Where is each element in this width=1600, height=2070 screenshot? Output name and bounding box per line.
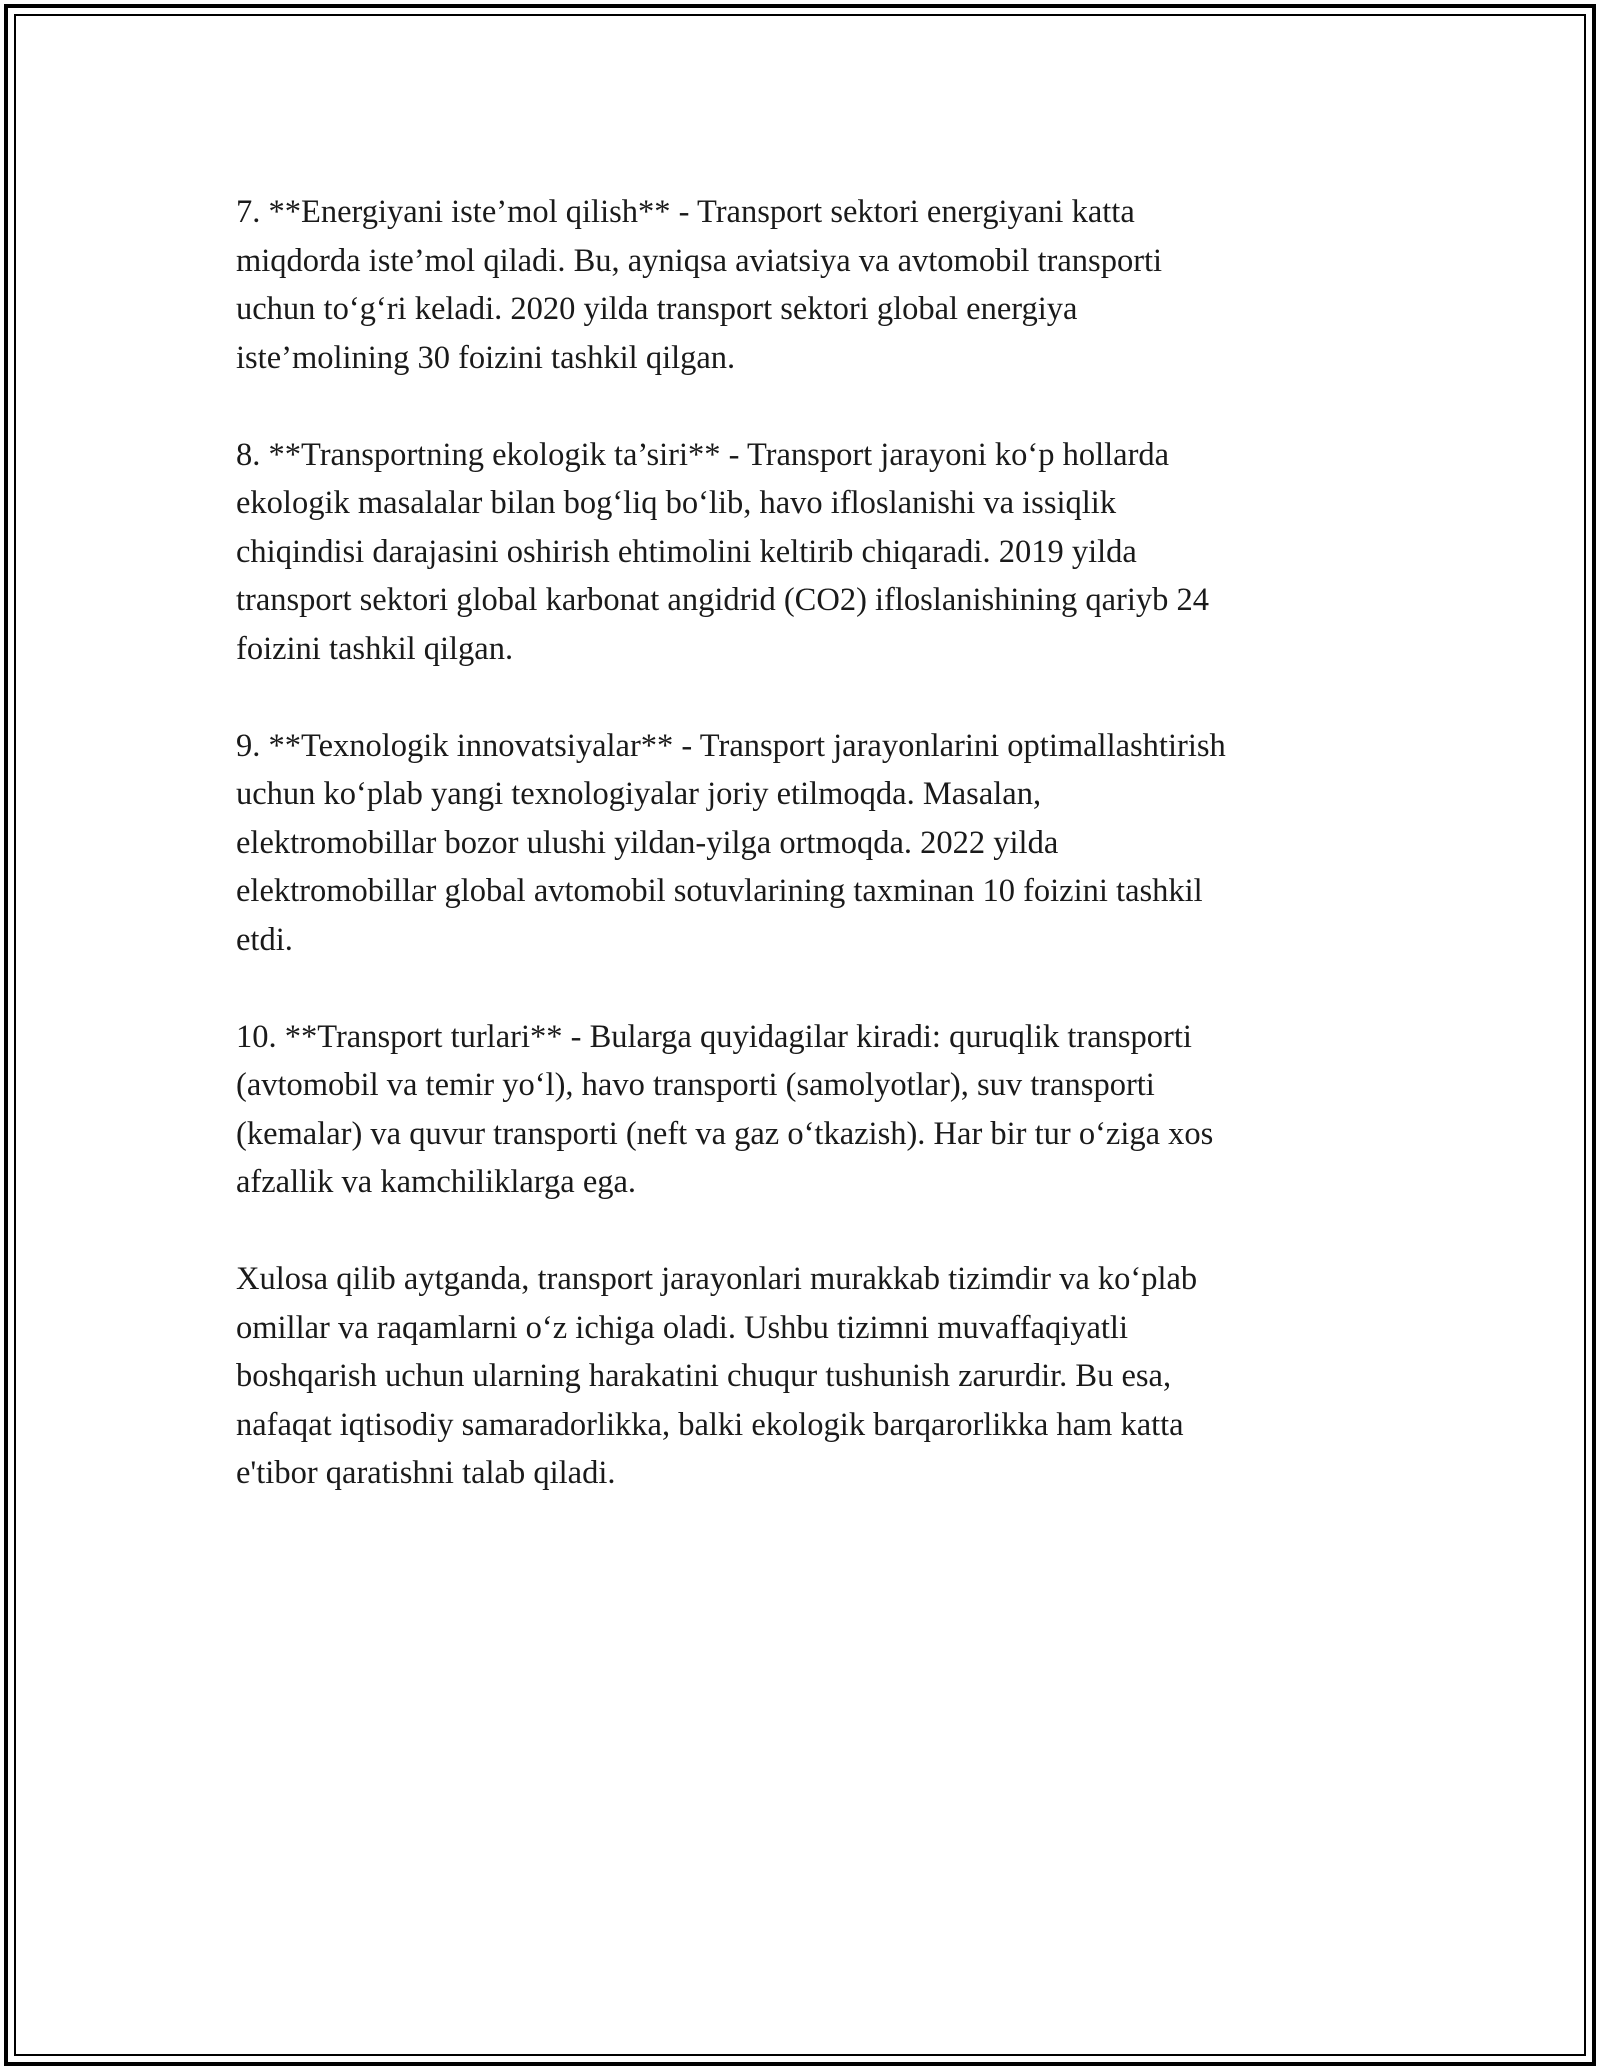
paragraph-energy-consumption: 7. **Energiyani iste’mol qilish** - Transport sektori energiyani katta miqdorda iste’mol qiladi. Bu, ayniqsa aviatsiya va avtomobil transporti uchun to‘g‘ri keladi. 2020 yilda transport sektori global energiya iste’molining 30 foizini tashkil qilgan.	[236, 194, 1163, 376]
paragraph-tech-innovations: 9. **Texnologik innovatsiyalar** - Transport jarayonlarini optimallashtirish uchun ko‘plab yangi texnologiyalar joriy etilmoqda. Masalan, elektromobillar bozor ulushi yildan-yilga ortmoqda. 2022 yilda elektromobillar global avtomobil sotuvlarining taxminan 10 foizini tashkil etdi.	[236, 727, 1226, 958]
paragraph-conclusion: Xulosa qilib aytganda, transport jarayonlari murakkab tizimdir va ko‘plab omillar va raqamlarni o‘z ichiga oladi. Ushbu tizimni muvaffaqiyatli boshqarish uchun ularning harakatini chuqur tushunish zarurdir. Bu esa, nafaqat iqtisodiy samaradorlikka, balki ekologik barqarorlikka ham katta e'tibor qaratishni talab qiladi.	[236, 1261, 1198, 1491]
paragraph-ecological-impact: 8. **Transportning ekologik ta’siri** - Transport jarayoni ko‘p hollarda ekologik masalalar bilan bog‘liq bo‘lib, havo ifloslanishi va issiqlik chiqindisi darajasini oshirish ehtimolini keltirib chiqaradi. 2019 yilda transport sektori global karbonat angidrid (CO2) ifloslanishining qariyb 24 foizini tashkil qilgan.	[236, 436, 1210, 667]
paragraph-transport-types: 10. **Transport turlari** - Bularga quyidagilar kiradi: quruqlik transporti (avtomobil va temir yo‘l), havo transporti (samolyotlar), suv transporti (kemalar) va quvur transporti (neft va gaz o‘tkazish). Har bir tur o‘ziga xos afzallik va kamchiliklarga ega.	[236, 1018, 1214, 1200]
document-body	[236, 188, 1386, 1546]
